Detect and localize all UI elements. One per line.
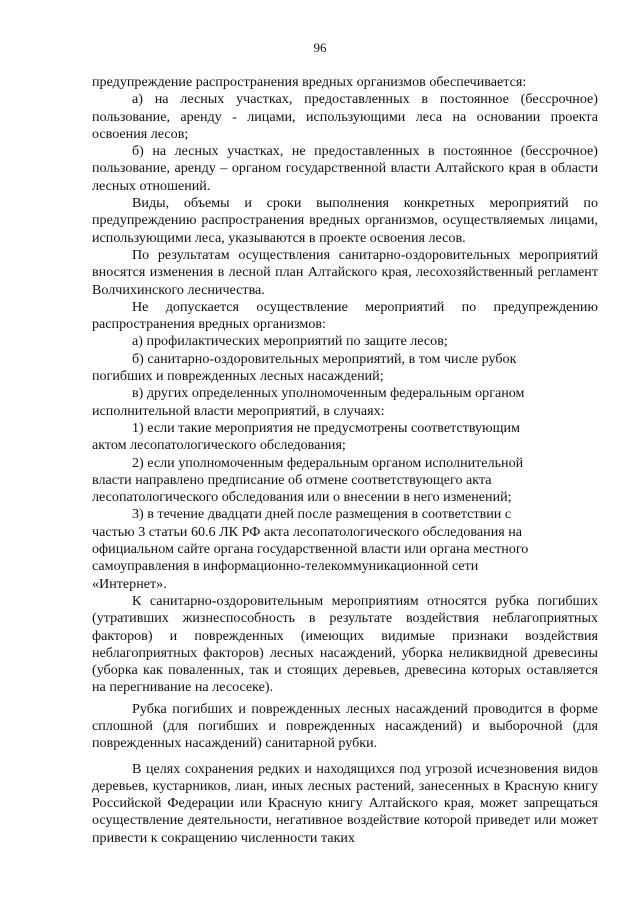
paragraph: По результатам осуществления санитарно-оздоровительных мероприятий вносятся изменения в лесной план Алтайского края, лесохозяйственный регламент Волчихинского лесничества. — [92, 246, 598, 298]
paragraph: Виды, объемы и сроки выполнения конкретных мероприятий по предупреждению распространения вредных организмов, осуществляемых лицами, использующими леса, указываются в проекте освоения лесов. — [92, 195, 598, 246]
paragraph: предупреждение распространения вредных организмов обеспечивается: — [92, 74, 527, 90]
paragraph: В целях сохранения редких и находящихся под угрозой исчезновения видов деревьев, кустарников, лиан, иных лесных растений, занесенных в Красную книгу Российской Федерации или Красную книгу Алтайского края, может запрещаться осуществление деятельности, негативное воздействие которой приведет или может привести к сокращению численности таких — [92, 760, 598, 846]
list-item: а) профилактических мероприятий по защите лесов; — [132, 333, 448, 350]
list-item: б) санитарно-оздоровительных мероприятий, в том числе рубок погибших и поврежденных лесных насаждений; — [92, 350, 517, 385]
page-number: 96 — [313, 40, 327, 55]
list-item: 3) в течение двадцати дней после размещения в соответствии с частью 3 статьи 60.6 ЛК РФ акта лесопатологического обследования на официальном сайте органа государственной власти или органа местного самоуправления в информационно-телекоммуникационной сети «Интернет». — [92, 506, 529, 592]
paragraph: К санитарно-оздоровительным мероприятиям относятся рубка погибших (утративших жизнеспособность в результате воздействия неблагоприятных факторов) и поврежденных (имеющих видимые признаки воздействия неблагоприятных факторов) лесных насаждений, уборка неликвидной древесины (уборка как поваленных, так и стоящих деревьев, древесина которых оставляется на перегнивание на лесосеке). — [92, 592, 598, 696]
paragraph: Рубка погибших и поврежденных лесных насаждений проводится в форме сплошной (для погибших и поврежденных насаждений) и выборочной (для поврежденных насаждений) санитарной рубки. — [92, 700, 598, 752]
list-item: 2) если уполномоченным федеральным органом исполнительной власти направлено предписание об отмене соответствующего акта лесопатологического обследования или о внесении в него изменений; — [92, 454, 524, 506]
document-body — [92, 74, 598, 847]
paragraph: б) на лесных участках, не предоставленных в постоянное (бессрочное) пользование, аренду – органом государственной власти Алтайского края в области лесных отношений. — [92, 143, 598, 194]
list-item: 1) если такие мероприятия не предусмотрены соответствующим актом лесопатологического обследования; — [92, 419, 520, 454]
list-item: в) других определенных уполномоченным федеральным органом исполнительной власти мероприятий, в случаях: — [92, 385, 525, 419]
paragraph: Не допускается осуществление мероприятий по предупреждению распространения вредных организмов: — [92, 298, 598, 333]
paragraph: а) на лесных участках, предоставленных в постоянное (бессрочное) пользование, аренду - лицами, использующими леса на основании проекта освоения лесов; — [92, 91, 598, 142]
